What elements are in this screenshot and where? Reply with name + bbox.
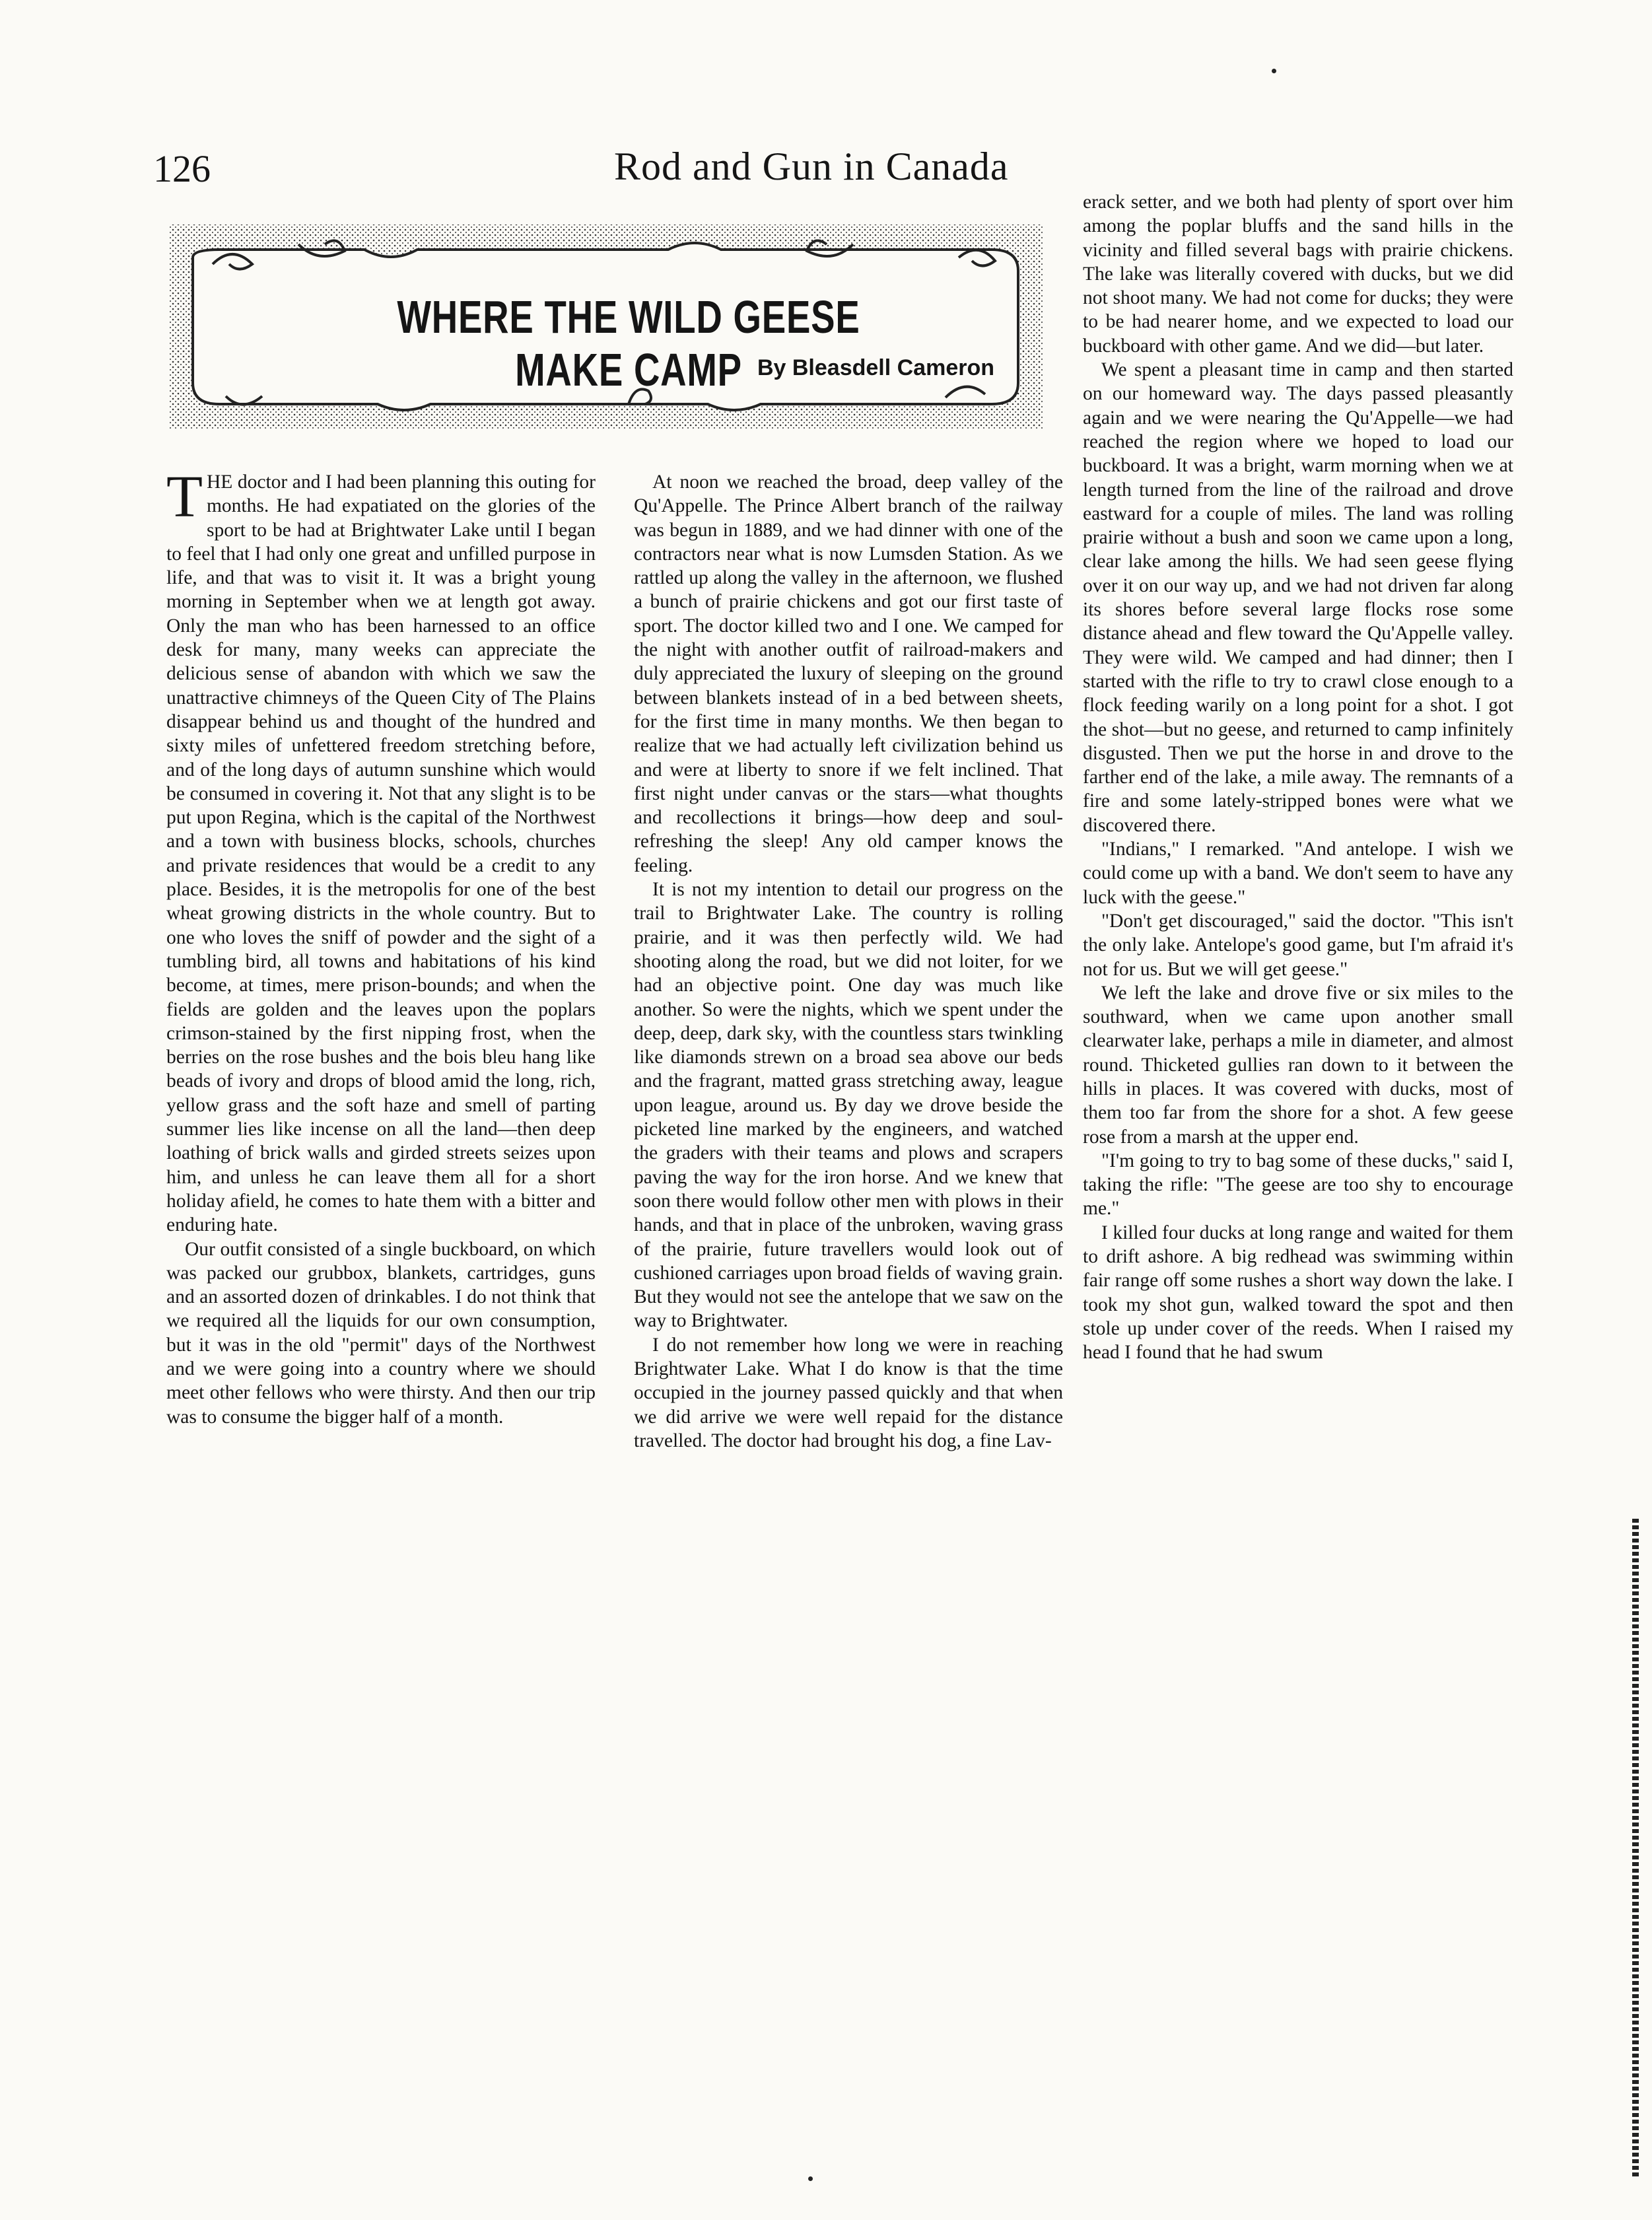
paragraph: It is not my intention to detail our progress on the trail to Brightwater Lake. The country is rolling prairie, and it was then perfectly wild. We had shooting along the road, but we did not loiter, for we had an objective point. One day was much like another. So were the nights, which we spent under the deep, deep, dark sky, with the countless stars twinkling like diamonds strewn on a broad sea above our beds and the fragrant, matted grass stretching away, league upon league, around us. By day we drove beside the picketed line marked by the engineers, and watched the graders with their teams and plows and scrapers paving the way for the iron horse. And we knew that soon there would follow other men with plows in their hands, and that in place of the unbroken, waving grass of the prairie, future travellers would look out of cushioned carriages upon broad fields of waving grain. But they would not see the antelope that we saw on the way to Brightwater. [634,879,1063,1332]
column-1 [166,464,596,1429]
drop-cap: T [166,464,203,530]
paragraph: I do not remember how long we were in reaching Brightwater Lake. What I do know is that the time occupied in the journey passed quickly and that when we did arrive we were well repaid for the distance travelled. The doctor had brought his dog, a fine Lav- [634,1334,1063,1451]
paragraph: erack setter, and we both had plenty of sport over him among the poplar bluffs and the sand hills in the vicinity and filled several bags with prairie chickens. The lake was literally covered with ducks, but we did not shoot many. We had not come for ducks; they were to be had nearer home, and we expected to load our buckboard with other game. And we did—but later. [1083,191,1513,357]
scan-speck [1272,69,1276,73]
scan-edge-mark [1632,1519,1639,2179]
paragraph: We left the lake and drove five or six miles to the southward, when we came upon another small clearwater lake, perhaps a mile in diameter, and almost round. Thicketed gullies ran down to it between the hills in places. It was covered with ducks, most of them too far from the shore for a shot. A few geese rose from a marsh at the upper end. [1083,982,1513,1148]
article-title: WHERE THE WILD GEESE MAKE CAMP [397,291,860,396]
paragraph: "I'm going to try to bag some of these ducks," said I, taking the rifle: "The geese are too shy to encourage me." [1083,1150,1513,1220]
running-head: Rod and Gun in Canada [614,145,1009,188]
byline: By Bleasdell Cameron [757,355,994,380]
column-3 [1083,190,1513,1365]
column-2 [634,470,1063,1453]
paragraph-text: HE doctor and I had been planning this outing for months. He had expatiated on the glories of the sport to be had at Brightwater Lake until I began to feel that I had only one great and unfilled purpose in life, and that was to visit it. It was a bright young morning in September when we at length got away. Only the man who has been harnessed to an office desk for many, many weeks can appreciate the delicious sense of abandon with which we saw the unattractive chimneys of the Queen City of The Plains disappear behind us and thought of the hundred and sixty miles of unfettered freedom stretching before, and of the long days of autumn sunshine which would be consumed in covering it. Not that any slight is to be put upon Regina, which is the capital of the Northwest and a town with business blocks, schools, churches and private residences that would be a credit to any place. Besides, it is the metropolis for one of the best wheat growing districts in the whole country. But to one who loves the sniff of powder and the sight of a tumbling bird, all towns and habitations of his kind become, at times, mere prison-bounds; and when the fields are golden and the leaves upon the poplars crimson-stained by the first nipping frost, when the berries on the rose bushes and the bois bleu hang like beads of ivory and drops of blood amid the long, rich, yellow grass and the soft haze and smell of parting summer lies like incense on all the land—then deep loathing of brick walls and girded streets seizes upon him, and unless he can leave them all for a short holiday afield, he comes to hate them with a bitter and enduring hate. [166,471,596,1236]
title-cartouche [166,218,1046,436]
paragraph: At noon we reached the broad, deep valley of the Qu'Appelle. The Prince Albert branch of the railway was begun in 1889, and we had dinner with one of the contractors near what is now Lumsden Station. As we rattled up along the valley in the afternoon, we flushed a bunch of prairie chickens and got our first taste of sport. The doctor killed two and I one. We camped for the night with another outfit of railroad-makers and duly appreciated the luxury of sleeping on the ground between blankets instead of in a bed between sheets, for the first time in many months. We then began to realize that we had actually left civilization behind us and were at liberty to snore if we felt inclined. That first night under canvas or the stars—what thoughts and recollections it brings—how deep and soul-refreshing the sleep! Any old camper knows the feeling. [634,471,1063,876]
paragraph: I killed four ducks at long range and waited for them to drift ashore. A big redhead was swimming within fair range off some rushes a short way down the lake. I took my shot gun, walked toward the spot and then stole up under cover of the reeds. When I raised my head I found that he had swum [1083,1222,1513,1364]
scan-speck [808,2176,813,2181]
paragraph [166,464,596,1237]
page-number: 126 [153,147,211,190]
paragraph: Our outfit consisted of a single buckboard, on which was packed our grubbox, blankets, cartridges, guns and an assorted dozen of drinkables. I do not think that we required all the liquids for our own consumption, but it was in the old "permit" days of the Northwest and we were going into a country where we should meet other fellows who were thirsty. And then our trip was to consume the bigger half of a month. [166,1238,596,1428]
paragraph: "Indians," I remarked. "And antelope. I wish we could come up with a band. We don't seem to have any luck with the geese." [1083,839,1513,908]
paragraph: We spent a pleasant time in camp and then started on our homeward way. The days passed pleasantly again and we were nearing the Qu'Appelle—we had reached the region where we hoped to load our buckboard. It was a bright, warm morning when we at length turned from the line of the railroad and drove eastward for a couple of miles. The land was rolling prairie without a bush and soon we came upon a long, clear lake among the hills. We had seen geese flying over it on our way up, and we had not driven far along its shores before several large flocks rose some distance ahead and flew toward the Qu'Appelle valley. They were wild. We camped and had dinner; then I started with the rifle to try to crawl close enough to a flock feeding warily on a long point for a shot. I got the shot—but no geese, and returned to camp infinitely disgusted. Then we put the horse in and drove to the farther end of the lake, a mile away. The remnants of a fire and some lately-stripped bones were what we discovered there. [1083,359,1513,836]
paragraph: "Don't get discouraged," said the doctor. "This isn't the only lake. Antelope's good game, but I'm afraid it's not for us. But we will get geese." [1083,910,1513,980]
